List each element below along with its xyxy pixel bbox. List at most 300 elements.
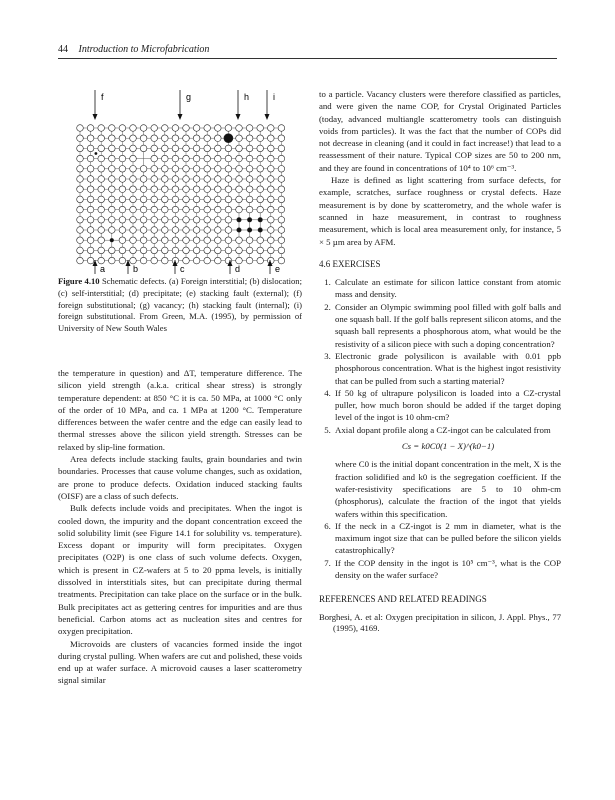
- lattice-atom: [225, 247, 232, 254]
- running-title: Introduction to Microfabrication: [78, 44, 210, 55]
- lattice-atom: [140, 247, 147, 254]
- lattice-atom: [98, 237, 105, 244]
- lattice-atom: [130, 217, 137, 224]
- lattice-atom: [130, 206, 137, 213]
- lattice-atom: [130, 247, 137, 254]
- lattice-atom: [172, 186, 179, 193]
- lattice-atom: [109, 125, 116, 132]
- page-number: 44: [58, 44, 68, 55]
- lattice-atom: [246, 176, 253, 183]
- lattice-atom: [151, 196, 158, 203]
- lattice-atom: [151, 135, 158, 142]
- lattice-atom: [225, 217, 232, 224]
- lattice-atom: [204, 206, 211, 213]
- lattice-atom: [268, 206, 275, 213]
- lattice-atom: [193, 176, 200, 183]
- lattice-atom: [77, 145, 84, 152]
- lattice-atom: [183, 247, 190, 254]
- lattice-atom: [98, 217, 105, 224]
- figure-top-label: g: [186, 92, 192, 102]
- lattice-atom: [119, 247, 126, 254]
- lattice-atom: [215, 196, 222, 203]
- arrow-head: [178, 114, 183, 120]
- lattice-atom: [119, 145, 126, 152]
- lattice-atom: [87, 166, 94, 173]
- lattice-atom: [204, 176, 211, 183]
- lattice-atom: [236, 196, 243, 203]
- lattice-atom: [268, 217, 275, 224]
- lattice-atom: [225, 166, 232, 173]
- lattice-atom: [278, 186, 285, 193]
- lattice-atom: [87, 257, 94, 264]
- lattice-atom: [98, 135, 105, 142]
- lattice-atom: [109, 247, 116, 254]
- lattice-atom: [246, 145, 253, 152]
- lattice-atom: [77, 247, 84, 254]
- lattice-atom: [215, 206, 222, 213]
- lattice-atom: [246, 166, 253, 173]
- lattice-atom: [247, 228, 251, 232]
- lattice-atom: [278, 206, 285, 213]
- lattice-atom: [162, 196, 169, 203]
- lattice-atom: [278, 125, 285, 132]
- lattice-atom: [130, 135, 137, 142]
- lattice-atom: [257, 176, 264, 183]
- arrow-head: [265, 114, 270, 120]
- lattice-atom: [193, 257, 200, 264]
- left-paragraph-2: Area defects include stacking faults, grain boundaries and twin boundaries. Processes that cause volume changes, such as oxidation, are prone to produce defects. Oxidation induced stacking faults (OISF) are a class of such defects.: [58, 454, 302, 501]
- lattice-atom: [77, 227, 84, 234]
- lattice-atom: [77, 257, 84, 264]
- lattice-atom: [278, 227, 285, 234]
- lattice-atom: [236, 247, 243, 254]
- lattice-atom: [151, 155, 158, 162]
- lattice-atom: [98, 125, 105, 132]
- lattice-atom: [193, 145, 200, 152]
- interstitial-atom: [95, 152, 98, 155]
- lattice-atom: [119, 166, 126, 173]
- left-column: [58, 367, 302, 687]
- lattice-atom: [130, 237, 137, 244]
- lattice-atom: [98, 176, 105, 183]
- lattice-atom: [119, 155, 126, 162]
- lattice-atom: [109, 196, 116, 203]
- lattice-atom: [193, 155, 200, 162]
- lattice-atom: [98, 145, 105, 152]
- lattice-atom: [183, 237, 190, 244]
- lattice-atom: [98, 206, 105, 213]
- lattice-atom: [119, 227, 126, 234]
- lattice-defect-figure: [70, 88, 300, 274]
- lattice-atom: [162, 145, 169, 152]
- lattice-atom: [77, 176, 84, 183]
- exercises-heading: 4.6 EXERCISES: [319, 258, 381, 269]
- lattice-atom: [183, 217, 190, 224]
- figure-label: Figure 4.10: [58, 276, 100, 286]
- lattice-atom: [172, 217, 179, 224]
- arrow-head: [93, 114, 98, 120]
- lattice-atom: [130, 166, 137, 173]
- figure-top-label: f: [101, 92, 104, 102]
- lattice-atom: [162, 206, 169, 213]
- lattice-atom: [172, 125, 179, 132]
- lattice-atom: [246, 155, 253, 162]
- lattice-atom: [193, 166, 200, 173]
- lattice-atom: [215, 186, 222, 193]
- reference-entry: Borghesi, A. et al: Oxygen precipitation in silicon, J. Appl. Phys., 77 (1995), 4169.: [319, 611, 561, 634]
- lattice-atom: [193, 206, 200, 213]
- figure-bottom-label: d: [235, 264, 241, 274]
- lattice-atom: [119, 257, 126, 264]
- lattice-atom: [268, 196, 275, 203]
- lattice-atom: [257, 196, 264, 203]
- exercise-list: [319, 276, 561, 581]
- lattice-atom: [258, 218, 262, 222]
- lattice-atom: [140, 145, 147, 152]
- running-header: [58, 44, 557, 59]
- figure-top-label: i: [273, 92, 275, 102]
- lattice-atom: [140, 257, 147, 264]
- lattice-atom: [87, 217, 94, 224]
- lattice-atom: [140, 135, 147, 142]
- lattice-atom: [247, 218, 251, 222]
- lattice-atom: [236, 155, 243, 162]
- lattice-atom: [278, 196, 285, 203]
- left-paragraph-4: Microvoids are clusters of vacancies formed inside the ingot during crystal pulling. When wafers are cut and polished, these voids end up at wafer surface. A microvoid causes a laser scatterometry signal similar: [58, 638, 302, 686]
- lattice-atom: [225, 125, 232, 132]
- lattice-atom: [87, 135, 94, 142]
- lattice-atom: [77, 135, 84, 142]
- lattice-atom: [236, 186, 243, 193]
- lattice-atom: [151, 206, 158, 213]
- lattice-atom: [236, 237, 243, 244]
- lattice-atom: [183, 206, 190, 213]
- exercise-item: 7. If the COP density in the ingot is 10⁵ cm⁻³, what is the COP density on the wafer surface?: [333, 557, 561, 582]
- lattice-atom: [109, 155, 116, 162]
- lattice-atom: [193, 247, 200, 254]
- lattice-atom: [109, 227, 116, 234]
- lattice-atom: [204, 247, 211, 254]
- lattice-atom: [119, 186, 126, 193]
- lattice-atom: [268, 186, 275, 193]
- lattice-atom: [140, 186, 147, 193]
- lattice-atom: [162, 257, 169, 264]
- lattice-atom: [204, 186, 211, 193]
- lattice-atom: [87, 186, 94, 193]
- lattice-atom: [204, 257, 211, 264]
- lattice-atom: [246, 125, 253, 132]
- lattice-atom: [130, 145, 137, 152]
- lattice-atom: [183, 176, 190, 183]
- lattice-atom: [225, 155, 232, 162]
- lattice-atom: [204, 237, 211, 244]
- lattice-atom: [151, 247, 158, 254]
- lattice-atom: [119, 176, 126, 183]
- lattice-atom: [257, 237, 264, 244]
- lattice-atom: [151, 227, 158, 234]
- lattice-grid: [77, 125, 285, 264]
- lattice-atom: [162, 166, 169, 173]
- lattice-atom: [130, 176, 137, 183]
- lattice-atom: [183, 125, 190, 132]
- left-paragraph-3: Bulk defects include voids and precipitates. When the ingot is cooled down, the impurity and the dopant concentration exceed the solid solubility limit (see Figure 14.1 for solubility vs. temperature). Excess dopant or impurity will form precipitates. Oxygen precipitates (O2P) is one class of such volume defects. Oxygen, which is present in CZ-wafers at 5 to 20 ppma levels, is initially dissolved in interstitials sites, but can precipitate during thermal treatments. Precipitation can take place on the surface or in the bulk. Bulk precipitates act as gettering centres for impurities and are thus beneficial. Carbon atoms act as nucleation sites and centres for oxygen precipitation.: [58, 503, 302, 637]
- lattice-atom: [172, 166, 179, 173]
- lattice-atom: [77, 217, 84, 224]
- lattice-atom: [278, 145, 285, 152]
- lattice-atom: [87, 227, 94, 234]
- lattice-atom: [77, 237, 84, 244]
- lattice-atom: [268, 145, 275, 152]
- lattice-atom: [225, 237, 232, 244]
- lattice-atom: [172, 145, 179, 152]
- lattice-atom: [215, 176, 222, 183]
- lattice-atom: [162, 227, 169, 234]
- lattice-atom: [204, 196, 211, 203]
- lattice-atom: [215, 125, 222, 132]
- lattice-atom: [162, 176, 169, 183]
- lattice-atom: [236, 257, 243, 264]
- lattice-atom: [236, 125, 243, 132]
- lattice-atom: [257, 247, 264, 254]
- lattice-atom: [87, 237, 94, 244]
- lattice-atom: [98, 186, 105, 193]
- lattice-atom: [278, 155, 285, 162]
- lattice-atom: [151, 176, 158, 183]
- lattice-atom: [215, 166, 222, 173]
- lattice-atom: [268, 227, 275, 234]
- lattice-atom: [193, 227, 200, 234]
- lattice-atom: [151, 166, 158, 173]
- lattice-atom: [183, 196, 190, 203]
- lattice-atom: [268, 155, 275, 162]
- lattice-atom: [225, 186, 232, 193]
- lattice-atom: [162, 237, 169, 244]
- lattice-atom: [172, 155, 179, 162]
- lattice-atom: [278, 257, 285, 264]
- exercise-item: 2. Consider an Olympic swimming pool filled with golf balls and one squash ball. If the golf balls represent silicon atoms, and the squash ball represents a phosphorous atom, what would be the resistivity of a silicon piece with such a doping concentration?: [333, 301, 561, 350]
- lattice-atom: [204, 166, 211, 173]
- lattice-atom: [98, 227, 105, 234]
- lattice-atom: [204, 145, 211, 152]
- lattice-atom: [183, 227, 190, 234]
- exercise-5-continued: where C0 is the initial dopant concentration in the melt, X is the fraction solidified and k0 is the segregation coefficient. If the wafer-resistivity specifications are 5 to 10 ohm-cm (phosphorus), calculate the fraction of the ingot that yields wafers within this specification.: [335, 459, 561, 519]
- exercise-item: 4. If 50 kg of ultrapure polysilicon is loaded into a CZ-crystal puller, how much boron should be added if the target doping level of the ingot is 10 ohm-cm?: [333, 387, 561, 424]
- lattice-atom: [151, 145, 158, 152]
- lattice-atom: [193, 217, 200, 224]
- lattice-atom: [246, 135, 253, 142]
- lattice-atom: [77, 125, 84, 132]
- lattice-atom: [225, 227, 232, 234]
- lattice-atom: [215, 145, 222, 152]
- lattice-atom: [257, 166, 264, 173]
- lattice-atom: [172, 206, 179, 213]
- lattice-atom: [151, 237, 158, 244]
- lattice-atom: [77, 186, 84, 193]
- lattice-atom: [215, 217, 222, 224]
- lattice-atom: [225, 196, 232, 203]
- lattice-atom: [109, 257, 116, 264]
- lattice-atom: [278, 237, 285, 244]
- lattice-atom: [268, 176, 275, 183]
- right-paragraph-2: Haze is defined as light scattering from surface defects, for example, scratches, surface roughness or crystal defects. Haze measurement is by done by scatterometry, and the whole wafer is scanned in haze measurement, in contrast to roughness measurement, which is local area measurement only, for instance, 5 × 5 µm area by AFM.: [319, 175, 561, 247]
- lattice-atom: [257, 155, 264, 162]
- lattice-atom: [172, 135, 179, 142]
- lattice-atom: [246, 237, 253, 244]
- lattice-atom: [109, 145, 116, 152]
- lattice-atom: [183, 145, 190, 152]
- segregation-formula: Cs = k0C0(1 − X)^(k0−1): [401, 441, 495, 452]
- lattice-atom: [77, 166, 84, 173]
- lattice-atom: [162, 155, 169, 162]
- lattice-atom: [140, 196, 147, 203]
- lattice-atom: [257, 125, 264, 132]
- lattice-atom: [98, 247, 105, 254]
- lattice-atom: [110, 238, 114, 242]
- lattice-atom: [204, 125, 211, 132]
- lattice-atom: [236, 206, 243, 213]
- lattice-atom: [77, 206, 84, 213]
- lattice-atom: [215, 237, 222, 244]
- lattice-atom: [119, 217, 126, 224]
- lattice-atom: [183, 166, 190, 173]
- lattice-atom: [193, 186, 200, 193]
- lattice-atom: [109, 217, 116, 224]
- lattice-atom: [204, 227, 211, 234]
- exercise-item: 1. Calculate an estimate for silicon lattice constant from atomic mass and density.: [333, 276, 561, 301]
- lattice-atom: [225, 206, 232, 213]
- lattice-atom: [119, 206, 126, 213]
- lattice-atom: [140, 125, 147, 132]
- arrow-head: [236, 114, 241, 120]
- lattice-atom: [204, 217, 211, 224]
- lattice-atom: [87, 206, 94, 213]
- lattice-atom: [77, 196, 84, 203]
- lattice-atom: [172, 176, 179, 183]
- lattice-atom: [225, 145, 232, 152]
- lattice-atom: [162, 125, 169, 132]
- exercise-item: 3. Electronic grade polysilicon is available with 0.01 ppb phosphorous concentration. What is the highest ingot resistivity that can be pulled from such a starting material?: [333, 350, 561, 387]
- lattice-atom: [278, 166, 285, 173]
- lattice-atom: [236, 145, 243, 152]
- figure-bottom-label: b: [133, 264, 139, 274]
- lattice-atom: [257, 186, 264, 193]
- lattice-atom: [183, 186, 190, 193]
- lattice-atom: [193, 237, 200, 244]
- lattice-atom: [258, 228, 262, 232]
- lattice-atom: [237, 218, 241, 222]
- lattice-atom: [151, 217, 158, 224]
- figure-caption: [58, 276, 302, 335]
- left-paragraph-1: the temperature in question) and ΔT, temperature difference. The silicon yield strength (a.k.a. critical shear stress) is strongly temperature dependent: at 850 °C it is ca. 50 MPa, at 1000 °C only of the order of 10 MPa, and ca. 1 MPa at 1200 °C. Temperature differences between the wafer centre and the edge can easily lead to thermal stresses above the silicon yield strength. Stresses can be relaxed by slip-line formation.: [58, 368, 302, 452]
- lattice-atom: [172, 247, 179, 254]
- lattice-atom: [236, 176, 243, 183]
- lattice-atom: [98, 257, 105, 264]
- lattice-atom: [257, 257, 264, 264]
- lattice-atom: [140, 237, 147, 244]
- lattice-atom: [109, 135, 116, 142]
- lattice-atom: [257, 135, 264, 142]
- lattice-atom: [151, 125, 158, 132]
- lattice-atom: [87, 247, 94, 254]
- lattice-atom: [109, 176, 116, 183]
- right-column: [319, 88, 561, 635]
- lattice-atom: [87, 125, 94, 132]
- lattice-atom: [87, 176, 94, 183]
- lattice-atom: [278, 176, 285, 183]
- lattice-atom: [151, 257, 158, 264]
- right-paragraph-1: to a particle. Vacancy clusters were therefore classified as particles, and were given the name COP, for Crystal Originated Particles (today, advanced multiangle scatterometry tools can distinguish voids from particles). It was the fact that the number of COPs did not decrease in cleaning (and it could in fact increase!) that lead to a reassessment of their nature. Typical COP sizes are 50 to 200 nm, and they are found in concentrations of 10⁴ to 10⁶ cm⁻³.: [319, 89, 561, 173]
- lattice-atom: [215, 257, 222, 264]
- lattice-atom: [215, 247, 222, 254]
- lattice-atom: [87, 145, 94, 152]
- lattice-atom: [236, 135, 243, 142]
- lattice-atom: [215, 227, 222, 234]
- lattice-atom: [215, 155, 222, 162]
- lattice-atom: [162, 186, 169, 193]
- lattice-atom: [246, 257, 253, 264]
- lattice-atom: [98, 166, 105, 173]
- lattice-atom: [224, 134, 233, 143]
- lattice-atom: [268, 237, 275, 244]
- lattice-atom: [183, 135, 190, 142]
- exercise-5-text: Axial dopant profile along a CZ-ingot can be calculated from: [335, 424, 551, 435]
- lattice-atom: [257, 206, 264, 213]
- lattice-atom: [257, 145, 264, 152]
- lattice-atom: [246, 186, 253, 193]
- lattice-atom: [140, 206, 147, 213]
- lattice-atom: [268, 166, 275, 173]
- lattice-atom: [172, 196, 179, 203]
- lattice-atom: [151, 186, 158, 193]
- lattice-atom: [172, 227, 179, 234]
- figure-caption-text: Schematic defects. (a) Foreign interstitial; (b) dislocation; (c) self-interstitial; (d) precipitate; (e) stacking fault (external); (f) foreign substitutional; (g) vacancy; (h) stacking fault (internal); (i) foreign substitutional. From Green, M.A. (1995), by permission of University of New South Wales: [58, 276, 302, 334]
- figure-bottom-label: e: [275, 264, 281, 274]
- lattice-atom: [162, 247, 169, 254]
- lattice-atom: [140, 176, 147, 183]
- lattice-atom: [119, 237, 126, 244]
- lattice-atom: [193, 196, 200, 203]
- lattice-atom: [130, 196, 137, 203]
- lattice-atom: [87, 155, 94, 162]
- lattice-atom: [98, 196, 105, 203]
- lattice-atom: [268, 247, 275, 254]
- lattice-atom: [140, 166, 147, 173]
- lattice-atom: [119, 135, 126, 142]
- figure-bottom-label: c: [180, 264, 185, 274]
- lattice-atom: [140, 227, 147, 234]
- references-heading: REFERENCES AND RELATED READINGS: [319, 594, 487, 605]
- lattice-atom: [246, 196, 253, 203]
- lattice-atom: [246, 247, 253, 254]
- lattice-atom: [225, 176, 232, 183]
- lattice-atom: [130, 125, 137, 132]
- lattice-atom: [236, 166, 243, 173]
- lattice-atom: [193, 135, 200, 142]
- lattice-atom: [77, 155, 84, 162]
- lattice-atom: [172, 237, 179, 244]
- lattice-atom: [140, 217, 147, 224]
- lattice-atom: [268, 135, 275, 142]
- lattice-atom: [183, 257, 190, 264]
- lattice-atom: [98, 155, 105, 162]
- lattice-atom: [278, 135, 285, 142]
- lattice-atom: [119, 125, 126, 132]
- figure-top-label: h: [244, 92, 250, 102]
- lattice-atom: [278, 247, 285, 254]
- lattice-atom: [278, 217, 285, 224]
- lattice-atom: [162, 217, 169, 224]
- lattice-atom: [162, 135, 169, 142]
